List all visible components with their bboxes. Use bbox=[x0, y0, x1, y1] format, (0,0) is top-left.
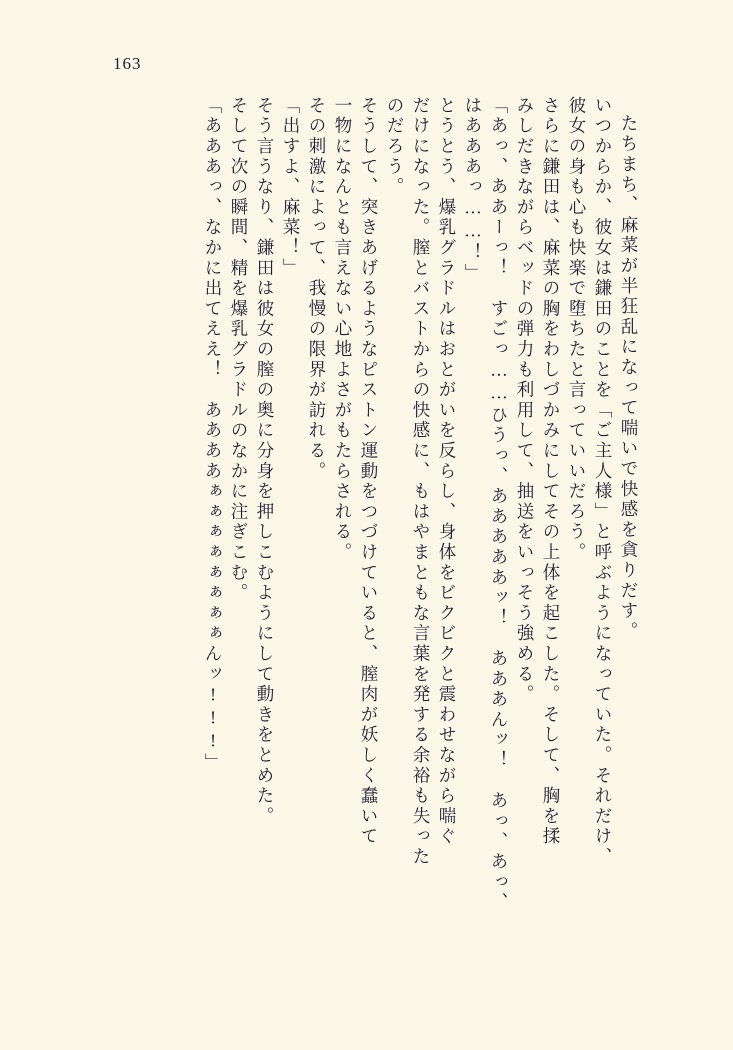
vertical-text-body bbox=[80, 96, 637, 926]
text-column: 「出すよ、麻菜！」 bbox=[281, 96, 301, 279]
text-column: いつからか、彼女は鎌田のことを「ご主人様」と呼ぶようになっていた。それだけ、 bbox=[593, 96, 613, 868]
text-column: だけになった。膣とバストからの快感に、もはやまともな言葉を発する余裕も失った bbox=[411, 96, 431, 868]
text-column: たちまち、麻菜が半狂乱になって喘いで快感を貪りだす。 bbox=[619, 114, 639, 642]
text-column: そして次の瞬間、精を爆乳グラドルのなかに注ぎこむ。 bbox=[229, 96, 249, 604]
text-column: その刺激によって、我慢の限界が訪れる。 bbox=[307, 96, 327, 482]
text-column: そうして、突きあげるようなピストン運動をつづけていると、膣肉が妖しく蠢いて bbox=[359, 96, 379, 848]
text-column: 「あっ、ああーっ！ すごっ……ひうっ、あああああッ！ あああんッ！ あっ、あっ、 bbox=[489, 96, 509, 913]
text-column: 「あああっ、なかに出てええ！ ああああぁぁぁぁぁぁぁぁんッ!!!」 bbox=[203, 96, 223, 774]
text-column: とうとう、爆乳グラドルはおとがいを反らし、身体をビクビクと震わせながら喘ぐ bbox=[437, 96, 457, 848]
text-column: 彼女の身も心も快楽で堕ちたと言っていいだろう。 bbox=[567, 96, 587, 563]
text-column: そう言うなり、鎌田は彼女の膣の奥に分身を押しこむようにして動きをとめた。 bbox=[255, 96, 275, 827]
text-column: さらに鎌田は、麻菜の胸をわしづかみにしてその上体を起こした。そして、胸を揉 bbox=[541, 96, 561, 848]
text-column: みしだきながらベッドの弾力も利用して、抽送をいっそう強める。 bbox=[515, 96, 535, 705]
text-column: のだろう。 bbox=[385, 96, 405, 198]
text-column: 一物になんとも言えない心地よさがもたらされる。 bbox=[333, 96, 353, 563]
page-number: 163 bbox=[113, 54, 142, 73]
text-column: はあああっ……！」 bbox=[463, 96, 483, 284]
